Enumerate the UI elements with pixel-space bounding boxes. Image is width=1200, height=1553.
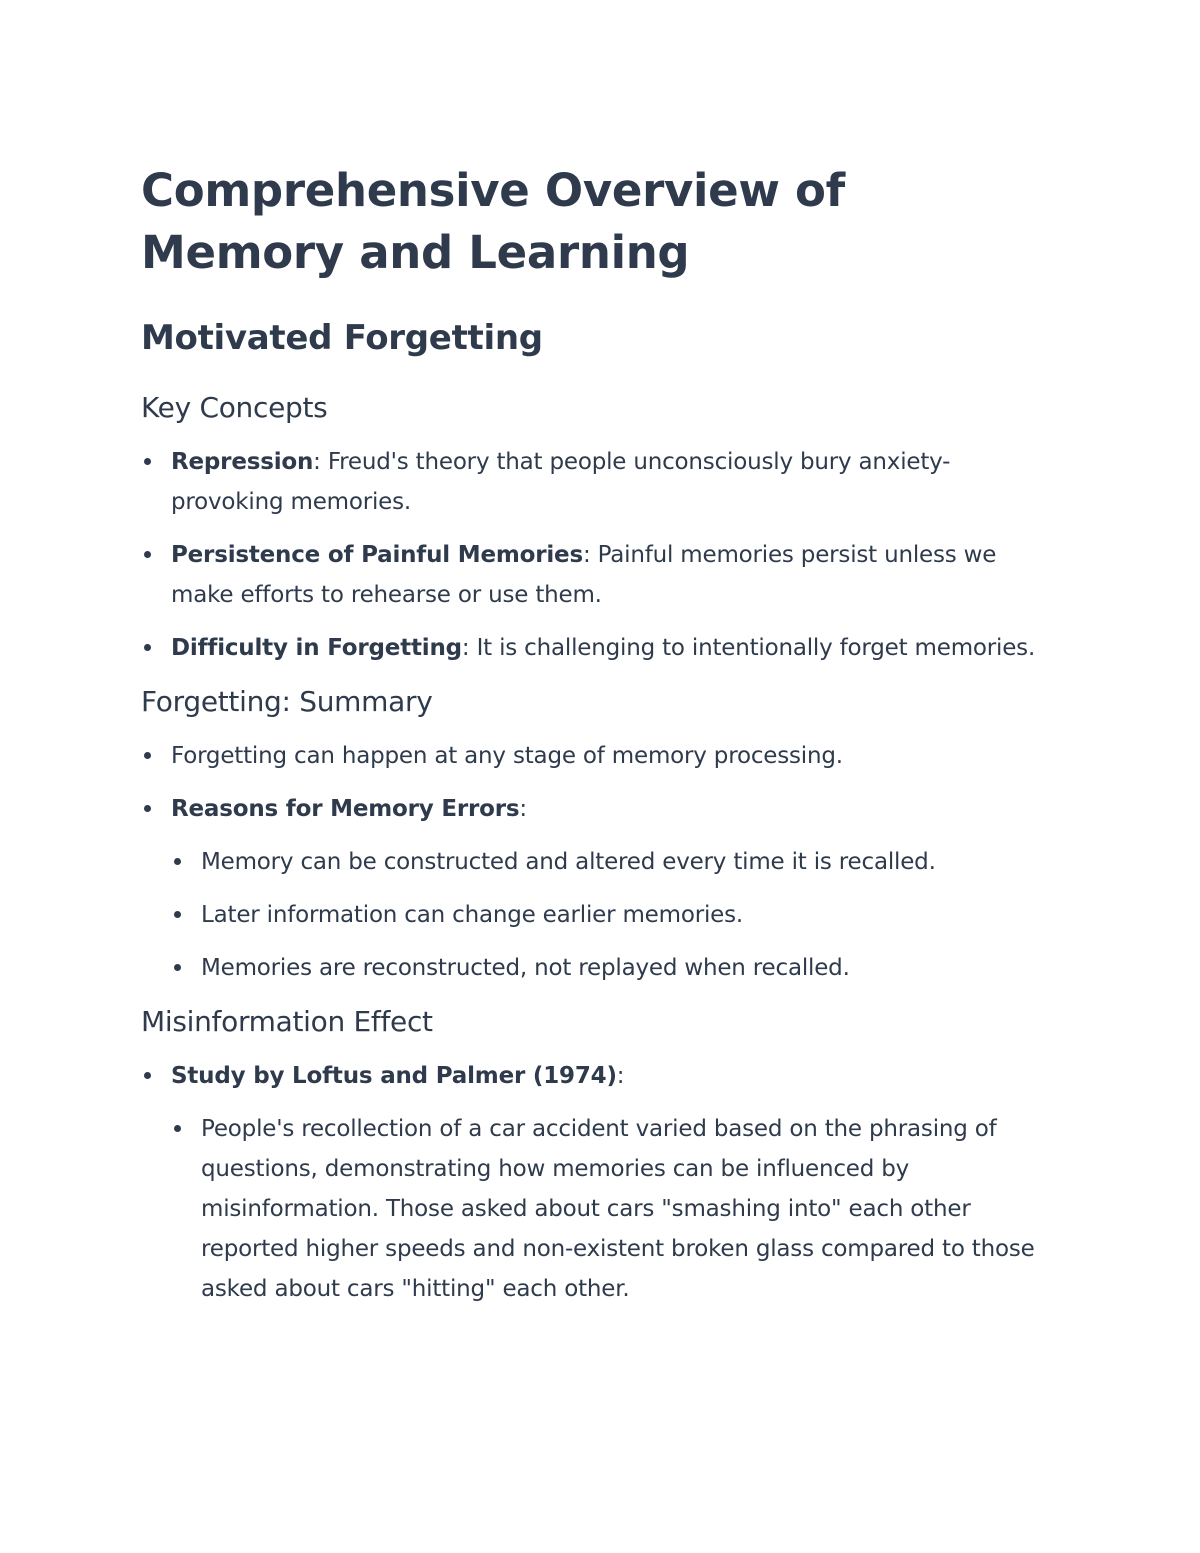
list-item-text: : Painful memories persist unless we make efforts to rehearse or use them. (171, 542, 997, 608)
list-item-term: Study by Loftus and Palmer (1974) (171, 1063, 617, 1089)
list-item-text: : (519, 796, 527, 822)
list-item (141, 1056, 1041, 1309)
sublist-item: Memories are reconstructed, not replayed when recalled. (171, 948, 1041, 988)
list-item (141, 535, 1041, 615)
subsection-title-forgetting-summary: Forgetting: Summary (141, 685, 433, 718)
sublist-item: Memory can be constructed and altered every time it is recalled. (171, 842, 1041, 882)
subsection-title-key-concepts: Key Concepts (141, 391, 328, 424)
list-item-text: : It is challenging to intentionally forget memories. (461, 635, 1036, 661)
section-title-motivated-forgetting: Motivated Forgetting (141, 318, 543, 358)
list-item (141, 736, 1041, 776)
forgetting-summary-list (141, 736, 1041, 988)
list-item-term: Reasons for Memory Errors (171, 796, 520, 822)
misinformation-effect-list (141, 1056, 1041, 1309)
list-item (141, 789, 1041, 988)
list-item-term: Difficulty in Forgetting (171, 635, 462, 661)
list-item-term: Persistence of Painful Memories (171, 542, 583, 568)
list-item-term: Repression (171, 449, 314, 475)
document-title: Comprehensive Overview of Memory and Learning (141, 164, 845, 279)
subsection-title-misinformation-effect: Misinformation Effect (141, 1005, 433, 1038)
list-item-text: : Freud's theory that people unconsciously bury anxiety-provoking memories. (171, 449, 951, 515)
list-item-text: : (616, 1063, 625, 1089)
memory-errors-sublist (171, 842, 1041, 988)
sublist-item: People's recollection of a car accident varied based on the phrasing of questions, demonstrating how memories can be influenced by misinformation. Those asked about cars "smashing into" each other reported higher speeds and non-existent broken glass compared to those asked about cars "hitting" each other. (171, 1109, 1041, 1309)
list-item (141, 628, 1041, 668)
loftus-palmer-sublist (171, 1109, 1041, 1309)
list-item (141, 442, 1041, 522)
sublist-item: Later information can change earlier memories. (171, 895, 1041, 935)
key-concepts-list (141, 442, 1041, 668)
document-page (141, 160, 1041, 1322)
list-item-text: Forgetting can happen at any stage of memory processing. (171, 743, 843, 769)
